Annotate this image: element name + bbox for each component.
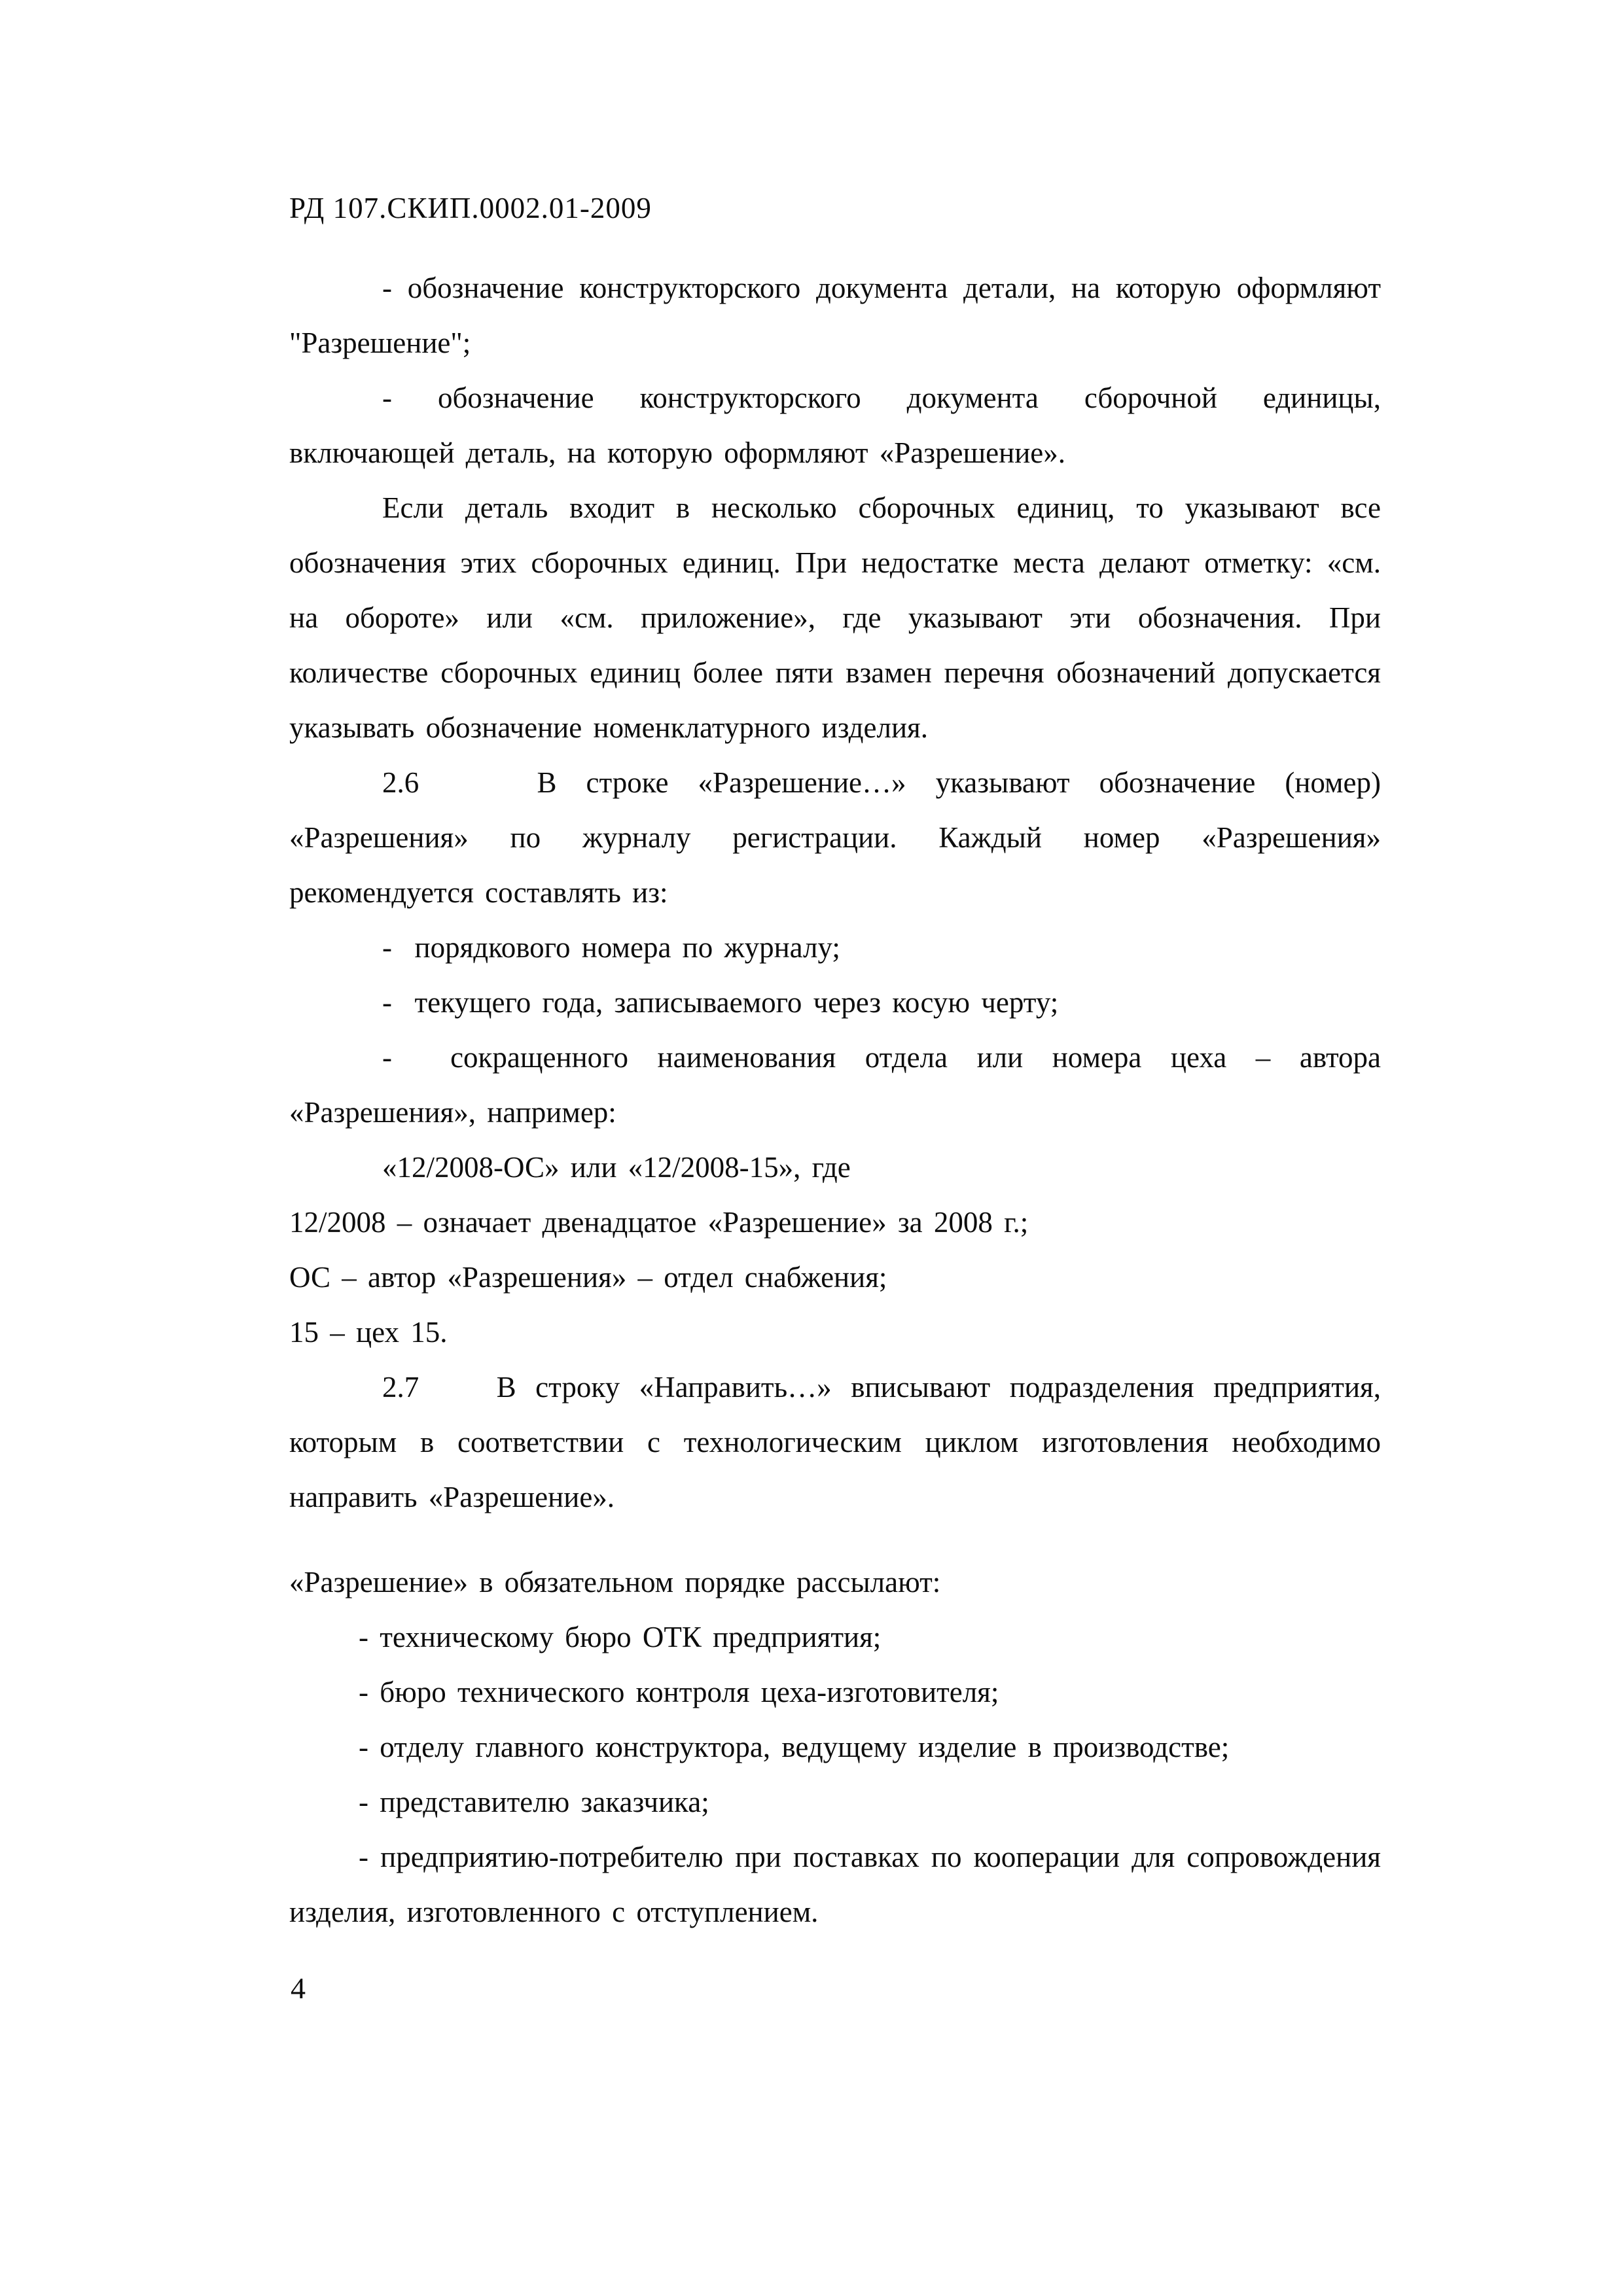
paragraph: 12/2008 – означает двенадцатое «Разрешение» за 2008 г.; <box>289 1206 1029 1239</box>
paragraph: - сокращенного наименования отдела или номера цеха – автора «Разрешения», например: <box>289 1041 1381 1129</box>
paragraph: - текущего года, записываемого через косую черту; <box>382 986 1059 1019</box>
paragraph: - обозначение конструкторского документа сборочной единицы, включающей деталь, на которую оформляют «Разрешение». <box>289 381 1381 469</box>
paragraph: ОС – автор «Разрешения» – отдел снабжения; <box>289 1261 887 1294</box>
paragraph: - бюро технического контроля цеха-изготовителя; <box>359 1676 999 1708</box>
document-code-header: РД 107.СКИП.0002.01-2009 <box>289 192 652 224</box>
paragraph: - техническому бюро ОТК предприятия; <box>359 1621 882 1653</box>
paragraph: Если деталь входит в несколько сборочных единиц, то указывают все обозначения этих сборочных единиц. При недостатке места делают отметку: «см. на обороте» или «см. приложение», где указывают эти обозначения. При количестве сборочных единиц более пяти взамен перечня обозначений допускается указывать обозначение номенклатурного изделия. <box>289 491 1381 744</box>
paragraph: «12/2008-ОС» или «12/2008-15», где <box>382 1151 851 1184</box>
paragraph: 15 – цех 15. <box>289 1316 448 1349</box>
document-body <box>289 260 1381 1939</box>
paragraph: - представителю заказчика; <box>359 1786 709 1818</box>
paragraph: - обозначение конструкторского документа детали, на которую оформляют "Разрешение"; <box>289 272 1381 359</box>
paragraph: - порядкового номера по журналу; <box>382 931 840 964</box>
paragraph: - предприятию-потребителю при поставках по кооперации для сопровождения изделия, изготовленного с отступлением. <box>289 1841 1381 1928</box>
page-number: 4 <box>291 1971 306 2005</box>
paragraph: 2.7 В строку «Направить…» вписывают подразделения предприятия, которым в соответствии с технологическим циклом изготовления необходимо направить «Разрешение». <box>289 1371 1381 1513</box>
paragraph: «Разрешение» в обязательном порядке рассылают: <box>289 1566 941 1598</box>
paragraph: - отделу главного конструктора, ведущему изделие в производстве; <box>359 1731 1230 1763</box>
paragraph: 2.6 В строке «Разрешение…» указывают обозначение (номер) «Разрешения» по журналу регистрации. Каждый номер «Разрешения» рекомендуется составлять из: <box>289 766 1381 909</box>
